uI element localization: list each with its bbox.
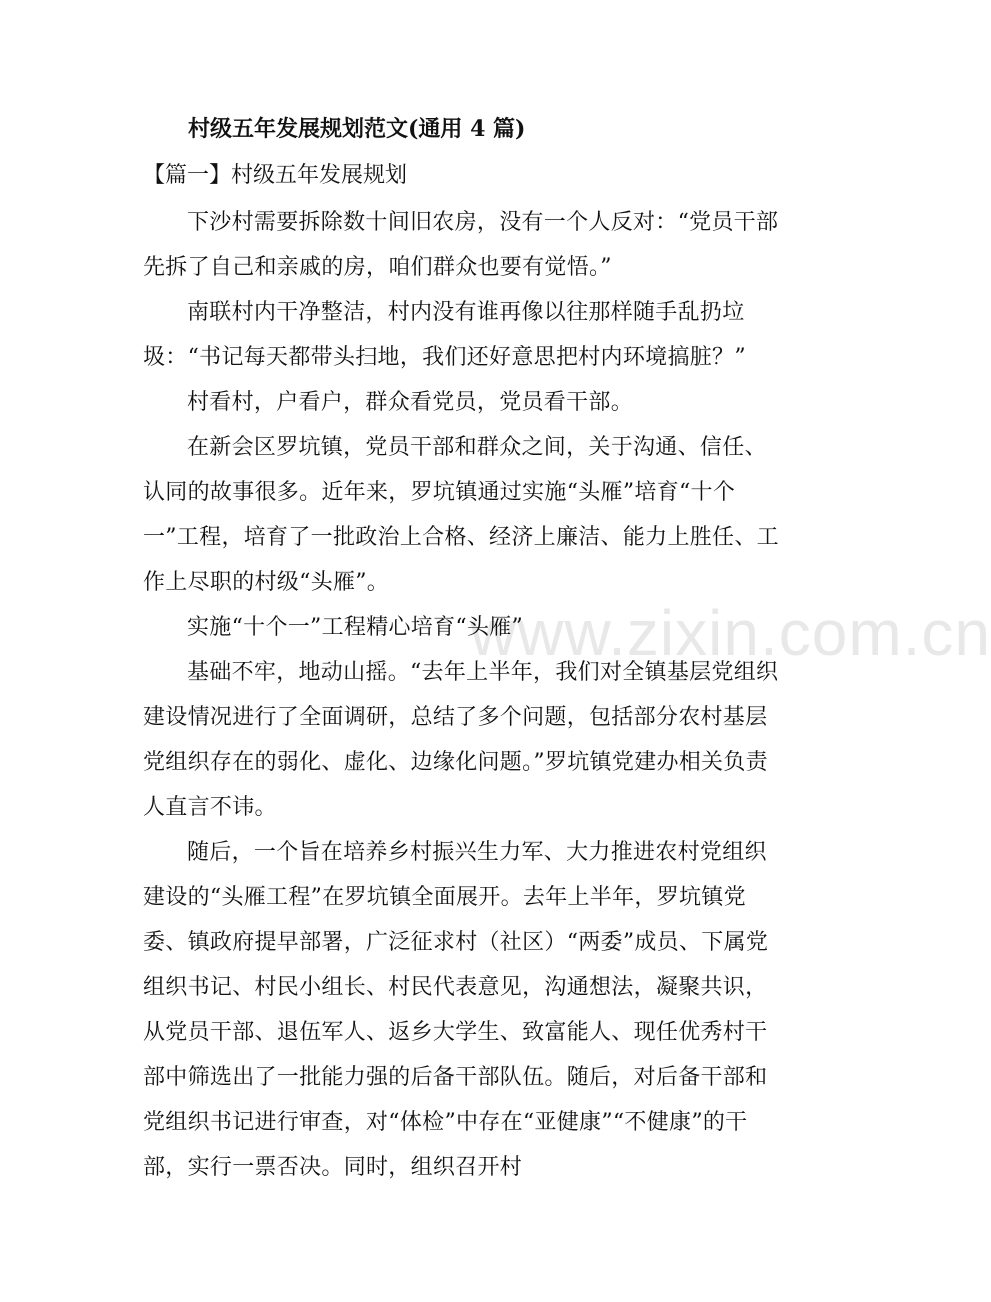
section-heading: 【篇一】村级五年发展规划: [143, 163, 408, 188]
paragraph: 村看村，户看户，群众看党员，党员看干部。: [187, 390, 634, 415]
document-title: 村级五年发展规划范文(通用 4 篇): [188, 116, 526, 142]
subheading-paragraph: 实施“十个一”工程精心培育“头雁”: [187, 615, 524, 640]
paragraph: 在新会区罗坑镇，党员干部和群众之间，关于沟通、信任、认同的故事很多。近年来，罗坑镇通过实施“头雁”培育“十个一”工程，培育了一批政治上合格、经济上廉洁、能力上胜任、工作上尽职的村级“头雁”。: [143, 435, 779, 595]
paragraph: 南联村内干净整洁，村内没有谁再像以往那样随手乱扔垃圾：“书记每天都带头扫地，我们还好意思把村内环境搞脏？”: [143, 300, 746, 370]
watermark: www.zixin.com.cn: [470, 597, 991, 669]
paragraph: 基础不牢，地动山摇。“去年上半年，我们对全镇基层党组织建设情况进行了全面调研，总结了多个问题，包括部分农村基层党组织存在的弱化、虚化、边缘化问题。”罗坑镇党建办相关负责人直言不讳。: [143, 660, 779, 820]
paragraph: 随后，一个旨在培养乡村振兴生力军、大力推进农村党组织建设的“头雁工程”在罗坑镇全面展开。去年上半年，罗坑镇党委、镇政府提早部署，广泛征求村（社区）“两委”成员、下属党组织书记、村民小组长、村民代表意见，沟通想法，凝聚共识，从党员干部、退伍军人、返乡大学生、致富能人、现任优秀村干部中筛选出了一批能力强的后备干部队伍。随后，对后备干部和党组织书记进行审查，对“体检”中存在“亚健康”“不健康”的干部，实行一票否决。同时，组织召开村: [143, 840, 769, 1180]
paragraph: 下沙村需要拆除数十间旧农房，没有一个人反对：“党员干部先拆了自己和亲戚的房，咱们群众也要有觉悟。”: [143, 210, 779, 280]
body-text: [143, 200, 783, 1190]
